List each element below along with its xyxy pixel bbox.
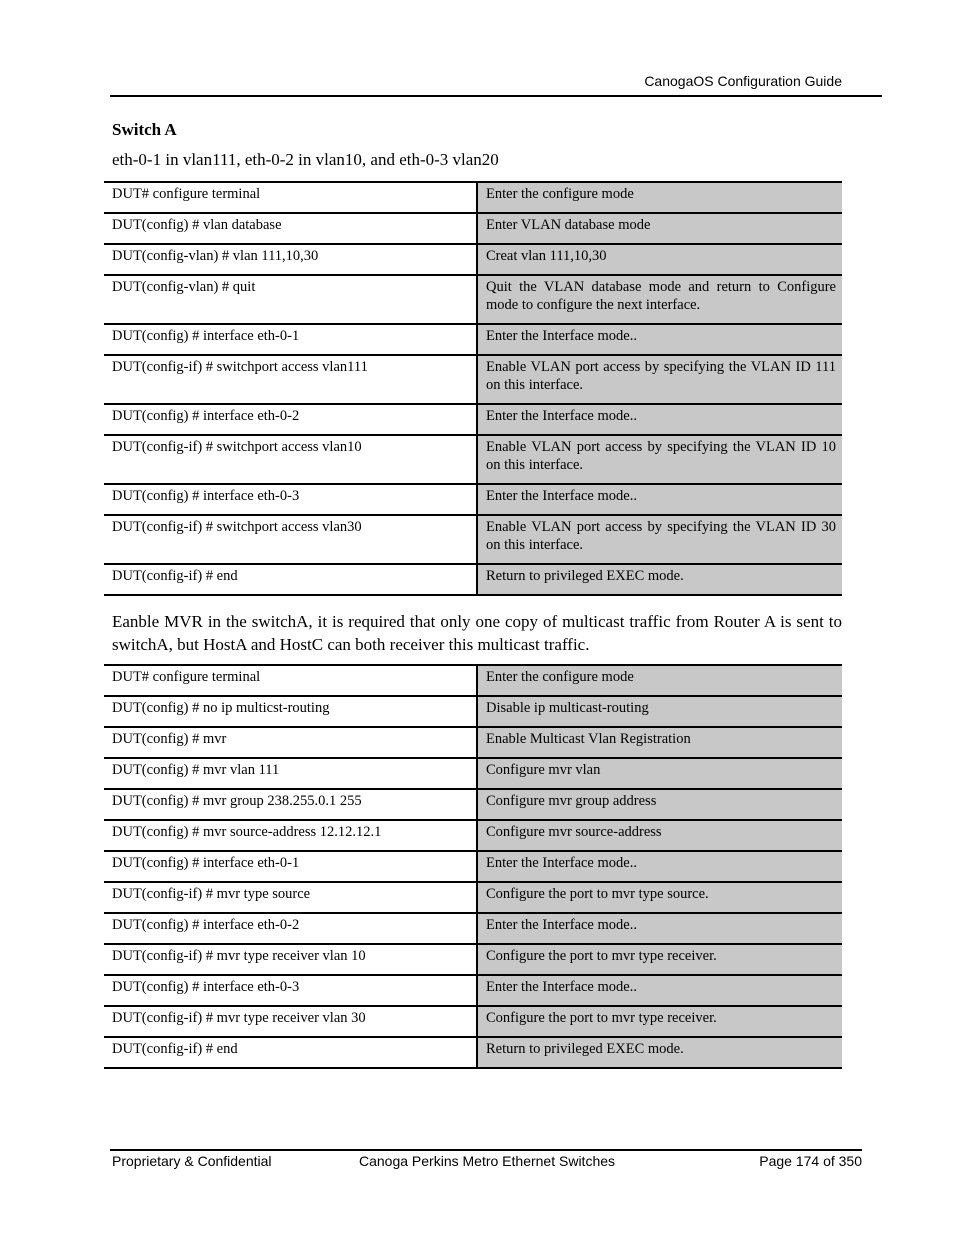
table-row [104, 182, 842, 213]
table-row [104, 355, 842, 404]
footer-divider [110, 1149, 862, 1151]
command-cell: DUT(config) # interface eth-0-2 [104, 404, 477, 435]
table-row [104, 696, 842, 727]
table-row [104, 484, 842, 515]
description-cell: Quit the VLAN database mode and return to Configure mode to configure the next interface. [477, 275, 842, 324]
section-subtitle: eth-0-1 in vlan111, eth-0-2 in vlan10, and eth-0-3 vlan20 [112, 150, 499, 169]
description-cell: Configure mvr group address [477, 789, 842, 820]
description-cell: Configure mvr vlan [477, 758, 842, 789]
command-cell: DUT(config-if) # end [104, 1037, 477, 1068]
command-cell: DUT(config) # interface eth-0-2 [104, 913, 477, 944]
command-cell: DUT(config) # vlan database [104, 213, 477, 244]
description-cell: Configure the port to mvr type source. [477, 882, 842, 913]
table-row [104, 515, 842, 564]
command-cell: DUT(config) # interface eth-0-3 [104, 484, 477, 515]
description-cell: Disable ip multicast-routing [477, 696, 842, 727]
footer-product: Canoga Perkins Metro Ethernet Switches [359, 1153, 616, 1169]
table-row [104, 275, 842, 324]
command-cell: DUT(config) # mvr group 238.255.0.1 255 [104, 789, 477, 820]
table-row [104, 435, 842, 484]
description-cell: Enable VLAN port access by specifying the VLAN ID 30 on this interface. [477, 515, 842, 564]
command-cell: DUT(config-if) # mvr type receiver vlan 10 [104, 944, 477, 975]
command-cell: DUT(config-vlan) # vlan 111,10,30 [104, 244, 477, 275]
footer-page-number: Page 174 of 350 [759, 1153, 862, 1169]
command-cell: DUT(config-if) # end [104, 564, 477, 595]
description-cell: Enter the Interface mode.. [477, 975, 842, 1006]
description-cell: Enable VLAN port access by specifying the VLAN ID 111 on this interface. [477, 355, 842, 404]
table-row [104, 665, 842, 696]
table-row [104, 1006, 842, 1037]
description-cell: Enter the Interface mode.. [477, 851, 842, 882]
table-row [104, 820, 842, 851]
command-cell: DUT(config-if) # switchport access vlan111 [104, 355, 477, 404]
command-cell: DUT(config-if) # switchport access vlan30 [104, 515, 477, 564]
table-row [104, 213, 842, 244]
table-row [104, 727, 842, 758]
vlan-config-table [104, 181, 842, 596]
description-cell: Enter the configure mode [477, 182, 842, 213]
description-cell: Return to privileged EXEC mode. [477, 564, 842, 595]
table-row [104, 564, 842, 595]
command-cell: DUT(config) # no ip multicst-routing [104, 696, 477, 727]
table-row [104, 1037, 842, 1068]
footer-confidential: Proprietary & Confidential [112, 1153, 272, 1169]
description-cell: Creat vlan 111,10,30 [477, 244, 842, 275]
description-cell: Enter the Interface mode.. [477, 484, 842, 515]
description-cell: Enable VLAN port access by specifying the VLAN ID 10 on this interface. [477, 435, 842, 484]
description-cell: Enter the Interface mode.. [477, 913, 842, 944]
command-cell: DUT(config) # interface eth-0-1 [104, 324, 477, 355]
table-row [104, 324, 842, 355]
table-row [104, 758, 842, 789]
command-cell: DUT(config-if) # mvr type source [104, 882, 477, 913]
description-cell: Configure the port to mvr type receiver. [477, 1006, 842, 1037]
mvr-config-table [104, 664, 842, 1069]
table-row [104, 244, 842, 275]
table-row [104, 404, 842, 435]
mvr-paragraph: Eanble MVR in the switchA, it is required that only one copy of multicast traffic from Router A is sent to switchA, but HostA and HostC can both receiver this multicast traffic. [112, 612, 842, 654]
command-cell: DUT(config-if) # switchport access vlan10 [104, 435, 477, 484]
table-row [104, 913, 842, 944]
description-cell: Enter the configure mode [477, 665, 842, 696]
command-cell: DUT(config-vlan) # quit [104, 275, 477, 324]
description-cell: Configure mvr source-address [477, 820, 842, 851]
command-cell: DUT(config) # interface eth-0-3 [104, 975, 477, 1006]
command-cell: DUT(config) # interface eth-0-1 [104, 851, 477, 882]
description-cell: Return to privileged EXEC mode. [477, 1037, 842, 1068]
description-cell: Configure the port to mvr type receiver. [477, 944, 842, 975]
table-row [104, 944, 842, 975]
command-cell: DUT# configure terminal [104, 665, 477, 696]
header-divider [110, 95, 882, 97]
description-cell: Enable Multicast Vlan Registration [477, 727, 842, 758]
description-cell: Enter VLAN database mode [477, 213, 842, 244]
command-cell: DUT# configure terminal [104, 182, 477, 213]
command-cell: DUT(config) # mvr vlan 111 [104, 758, 477, 789]
table-row [104, 975, 842, 1006]
table-row [104, 789, 842, 820]
table-row [104, 851, 842, 882]
command-cell: DUT(config-if) # mvr type receiver vlan 30 [104, 1006, 477, 1037]
command-cell: DUT(config) # mvr source-address 12.12.12.1 [104, 820, 477, 851]
description-cell: Enter the Interface mode.. [477, 324, 842, 355]
description-cell: Enter the Interface mode.. [477, 404, 842, 435]
command-cell: DUT(config) # mvr [104, 727, 477, 758]
table-row [104, 882, 842, 913]
page-header: CanogaOS Configuration Guide [644, 73, 842, 89]
section-title: Switch A [112, 120, 177, 139]
